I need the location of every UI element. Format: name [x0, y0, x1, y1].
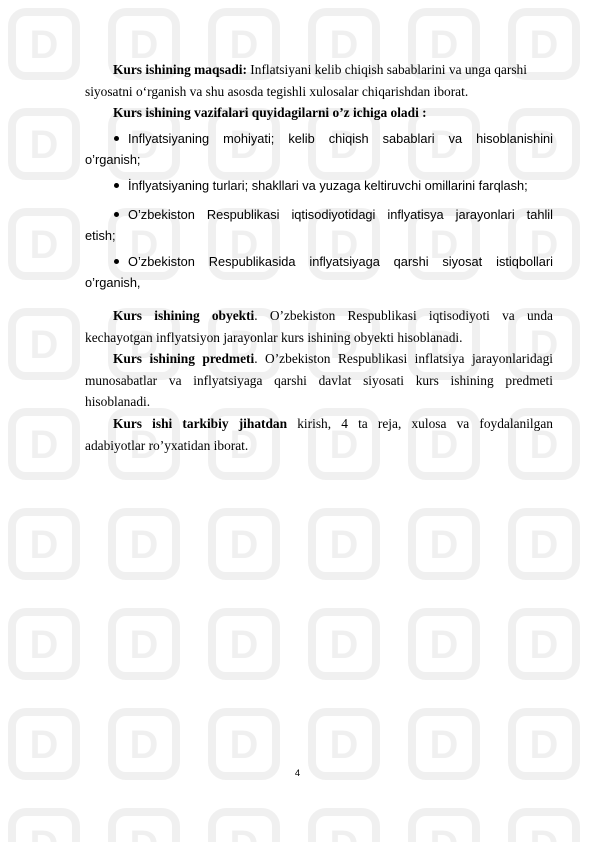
paragraph-goal-cont — [85, 81, 553, 103]
subject-label: Kurs ishining predmeti — [113, 351, 255, 367]
structure-text-line1: kirish, 4 ta reja, xulosa va foydalanilgan — [287, 415, 553, 431]
page-number: 4 — [294, 768, 301, 779]
paragraph-goal — [85, 59, 553, 81]
bullet-item — [85, 128, 553, 150]
goal-text-line1: Inflatsiyani kelib chiqish sabablarini va unga qarshi — [246, 62, 527, 77]
object-label: Kurs ishining obyekti — [113, 307, 255, 323]
paragraph-subject — [85, 348, 553, 370]
bullet-text-line1: İnflyatsiyaning turlari; shakllari va yuzaga keltiruvchi omillarini farqlash; — [128, 177, 528, 193]
document-body — [85, 59, 553, 456]
bullet-text-line2: o’rganish; — [85, 152, 141, 168]
subject-text-line2: munosabatlar va inflyatsiyaga qarshi davlat siyosati kurs ishining predmeti — [85, 372, 553, 388]
bullet-text-line2: etish; — [85, 228, 116, 244]
bullet-dot-icon — [114, 212, 119, 217]
bullet-dot-icon — [114, 183, 119, 188]
bullet-item — [85, 204, 553, 226]
structure-text-line2: adabiyotlar ro’yxatidan iborat. — [85, 437, 249, 453]
paragraph-object — [85, 305, 553, 327]
bullet-dot-icon — [114, 259, 119, 264]
paragraph-subject-end — [85, 391, 553, 413]
paragraph-structure-cont — [85, 435, 553, 457]
bullet-item — [85, 175, 553, 197]
bullet-dot-icon — [114, 136, 119, 141]
object-text-line2: kechayotgan inflyatsiyon jarayonlar kurs ishining obyekti hisoblanadi. — [85, 329, 463, 345]
bullet-text-line1: O’zbekiston Respublikasi iqtisodiyotidagi inflyatisya jarayonlari tahlil — [128, 206, 553, 222]
goal-text-line2: siyosatni o‘rganish va shu asosda tegishli xulosalar chiqarishdan iborat. — [85, 83, 469, 99]
bullet-text-line2: o’rganish, — [85, 275, 141, 291]
goal-label: Kurs ishining maqsadi: — [113, 62, 247, 77]
paragraph-object-cont — [85, 327, 553, 349]
paragraph-structure — [85, 413, 553, 435]
object-text-line1: . O’zbekiston Respublikasi iqtisodiyoti va unda — [254, 307, 553, 323]
paragraph-subject-cont — [85, 370, 553, 392]
bullet-continuation — [85, 272, 553, 294]
bullet-continuation — [85, 149, 553, 171]
bullet-text-line1: Inflyatsiyaning mohiyati; kelib chiqish sabablari va hisoblanishini — [128, 130, 553, 146]
bullet-continuation — [85, 225, 553, 247]
tasks-heading: Kurs ishining vazifalari quyidagilarni o’z ichiga oladi : — [113, 105, 427, 121]
bullet-text-line1: O’zbekiston Respublikasida inflyatsiyaga qarshi siyosat istiqbollari — [128, 253, 553, 269]
structure-label: Kurs ishi tarkibiy jihatdan — [113, 415, 288, 431]
bullet-item — [85, 251, 553, 273]
subject-text-line3: hisoblanadi. — [85, 394, 151, 410]
subject-text-line1: . O’zbekiston Respublikasi inflatsiya jarayonlaridagi — [254, 351, 553, 367]
